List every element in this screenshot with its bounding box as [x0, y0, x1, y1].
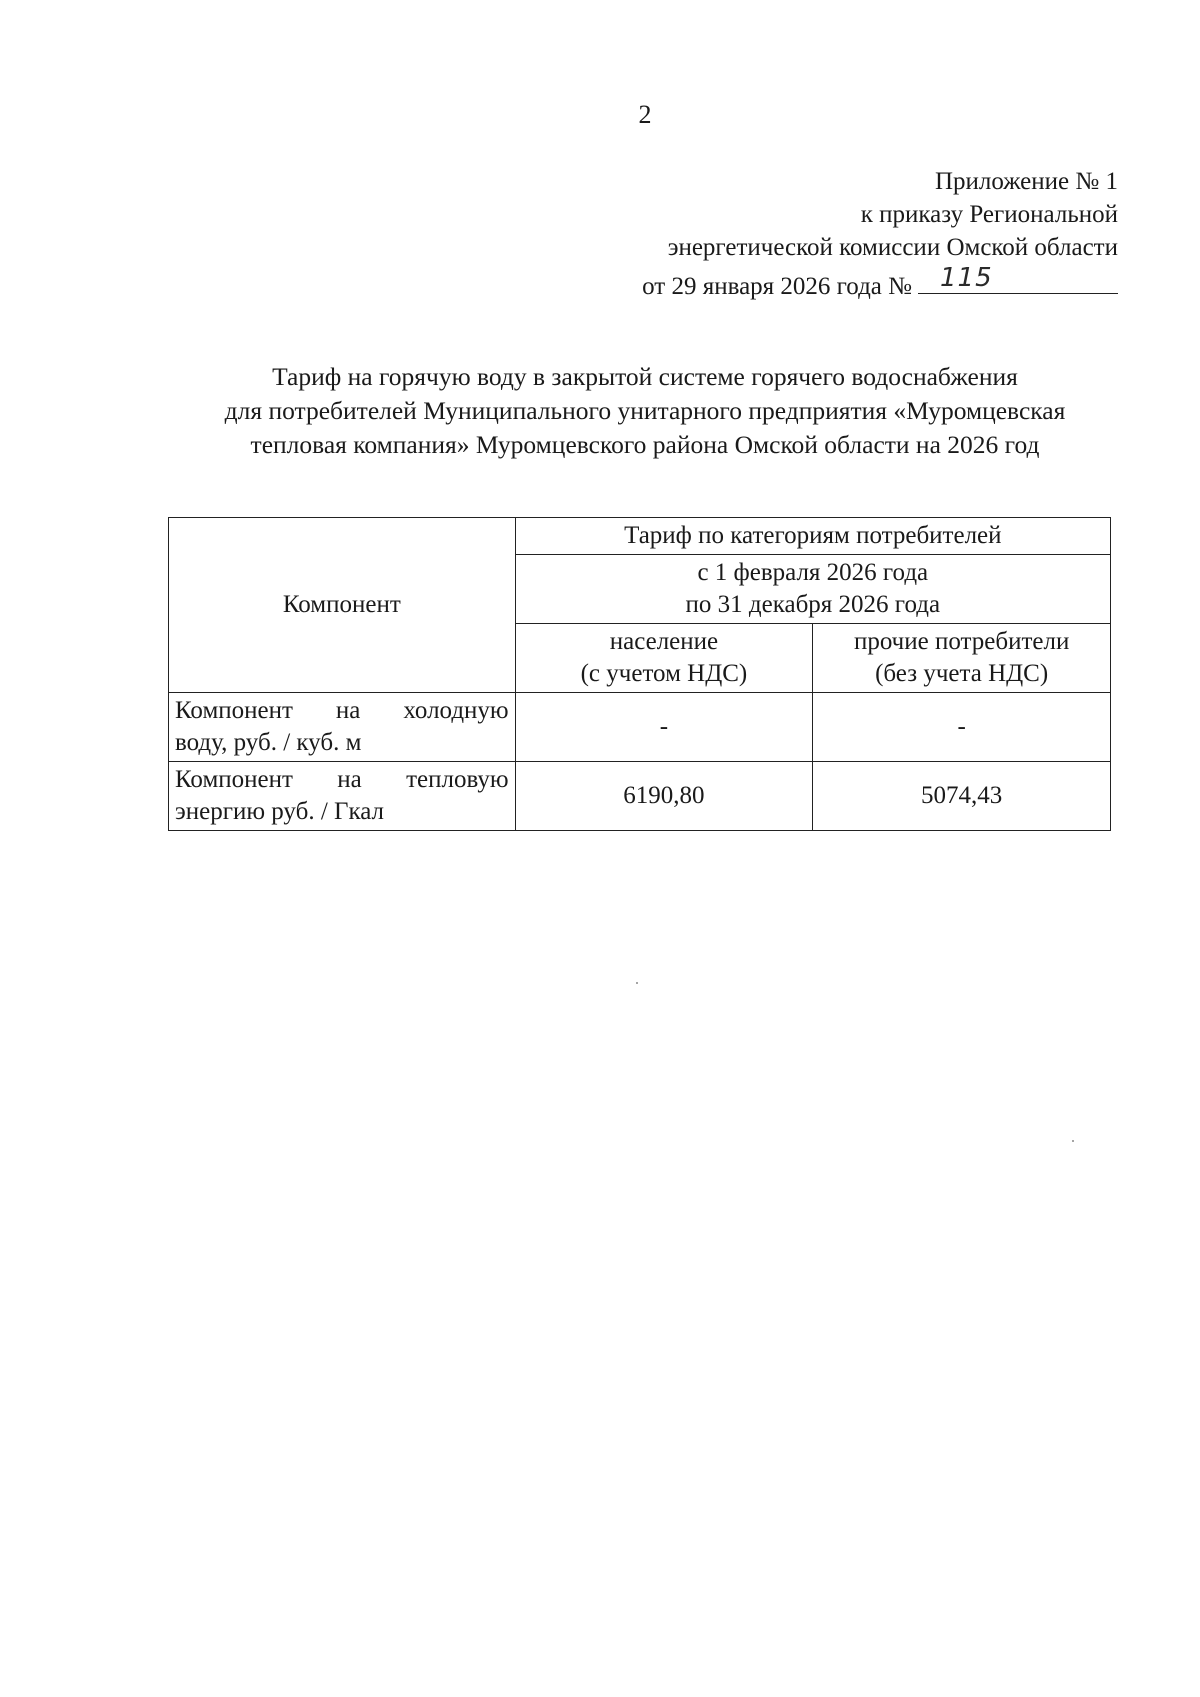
row-component-line-1: Компонент на холодную [175, 697, 509, 724]
appendix-line-4: от 29 января 2026 года № [642, 273, 912, 300]
row-component-line-2: воду, руб. / куб. м [175, 729, 362, 756]
scan-speck [636, 982, 638, 984]
period-line-1: с 1 февраля 2026 года [697, 559, 929, 586]
tariff-table [168, 517, 1111, 831]
population-line-1: население [609, 628, 719, 655]
title-line-2: для потребителей Муниципального унитарного предприятия «Муромцевская [224, 396, 1066, 425]
other-line-2: (без учета НДС) [875, 660, 1049, 687]
row-component [169, 693, 516, 762]
header-component: Компонент [169, 518, 516, 693]
appendix-line-2: к приказу Региональной [860, 201, 1118, 228]
header-other [813, 624, 1111, 693]
period-line-2: по 31 декабря 2026 года [685, 591, 941, 618]
scan-speck [1072, 1140, 1074, 1142]
title-line-1: Тариф на горячую воду в закрытой системе горячего водоснабжения [272, 362, 1018, 391]
row-other-value: - [813, 693, 1111, 762]
table-row [169, 762, 1111, 831]
row-population-value: 6190,80 [515, 762, 813, 831]
header-period [515, 555, 1110, 624]
appendix-line-3: энергетической комиссии Омской области [667, 234, 1118, 261]
table-row [169, 693, 1111, 762]
other-line-1: прочие потребители [853, 628, 1070, 655]
appendix-line-1: Приложение № 1 [934, 168, 1118, 195]
appendix-header [642, 165, 1118, 303]
title-line-3: тепловая компания» Муромцевского района Омской области на 2026 год [250, 430, 1040, 459]
handwritten-order-number: 115 [940, 263, 993, 293]
page-number: 2 [638, 100, 652, 129]
document-title [150, 360, 1140, 462]
row-population-value: - [515, 693, 813, 762]
row-other-value: 5074,43 [813, 762, 1111, 831]
row-component-line-1: Компонент на тепловую [175, 766, 509, 793]
row-component-line-2: энергию руб. / Гкал [175, 798, 385, 825]
population-line-2: (с учетом НДС) [580, 660, 748, 687]
order-number-field [918, 264, 1118, 294]
appendix-order-line [642, 264, 1118, 303]
header-population [515, 624, 813, 693]
row-component [169, 762, 516, 831]
header-tariff: Тариф по категориям потребителей [515, 518, 1110, 555]
